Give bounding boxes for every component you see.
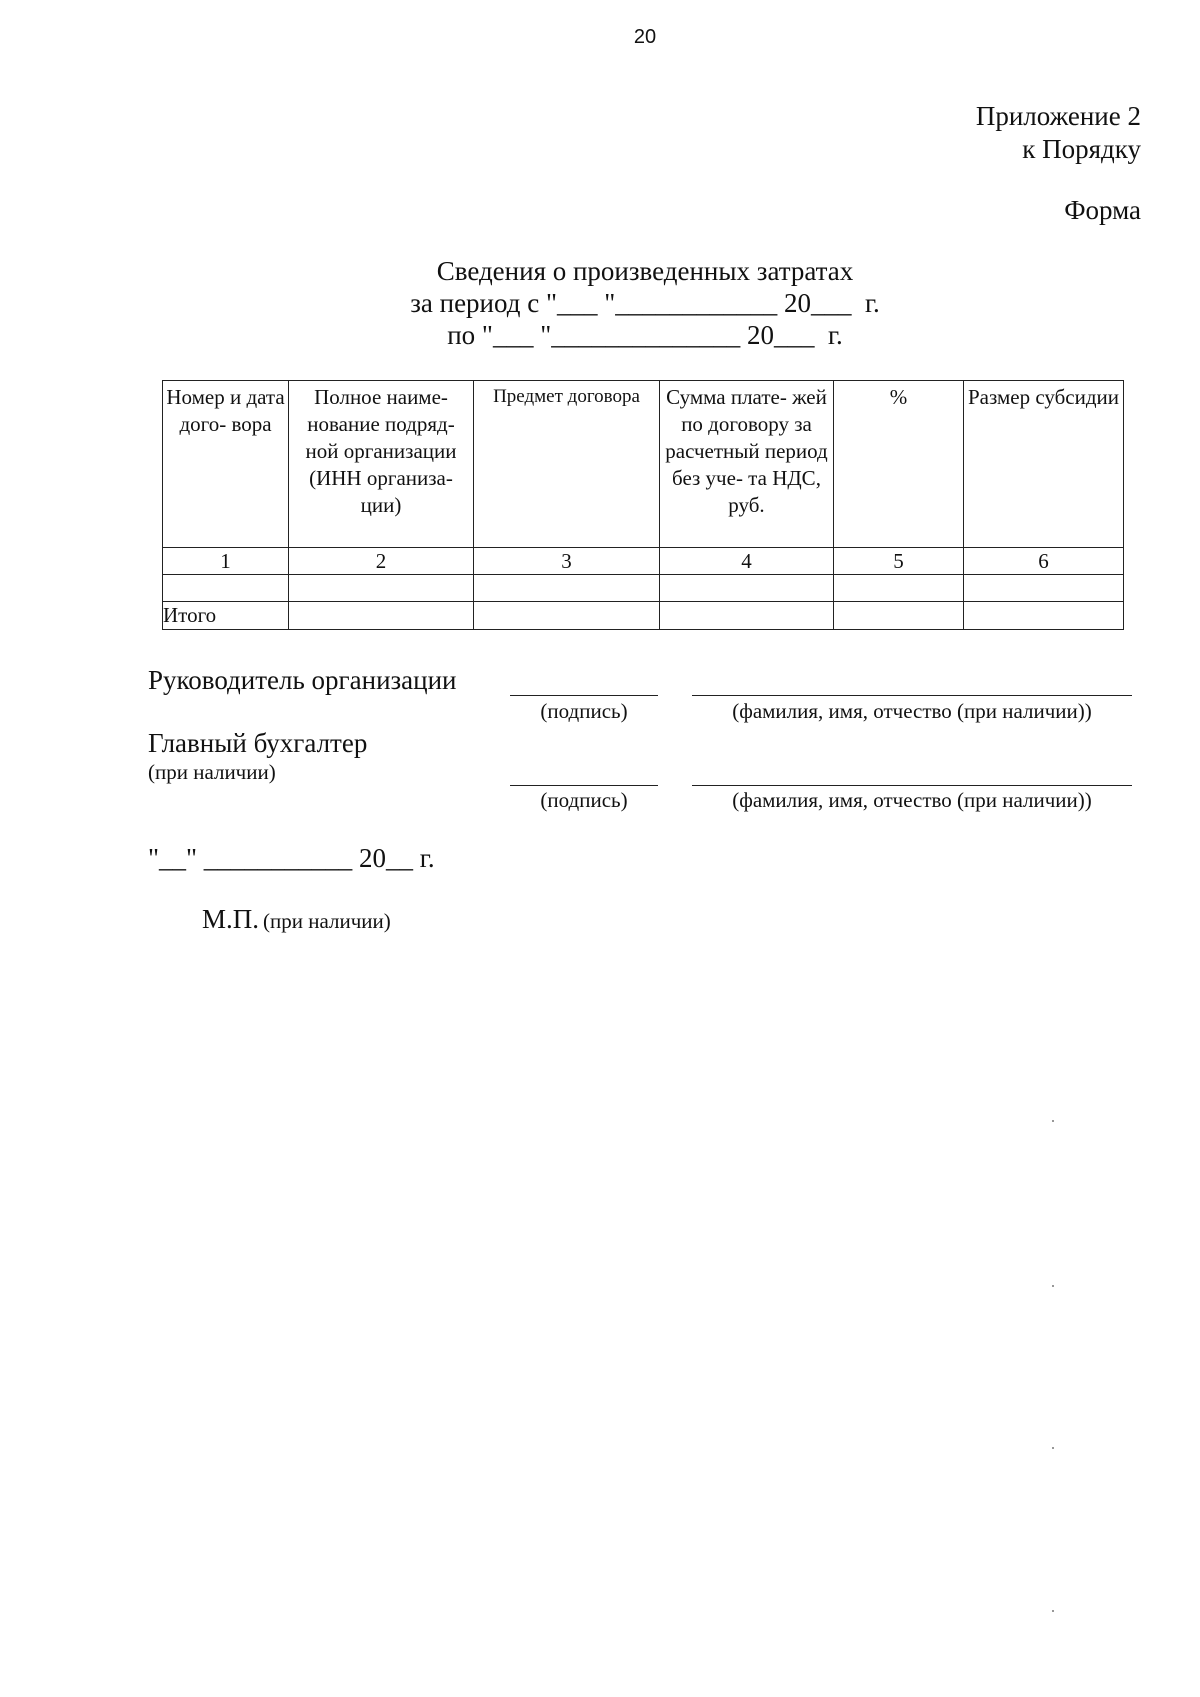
header-percent: % (834, 381, 964, 548)
table-cell (474, 602, 660, 630)
column-number: 5 (834, 548, 964, 575)
header-contract-number: Номер и дата дого- вора (163, 381, 289, 548)
table-cell (289, 602, 474, 630)
header-payment-sum: Сумма плате- жей по договору за расчетный период без уче- та НДС, руб. (660, 381, 834, 548)
table-cell (289, 575, 474, 602)
column-number: 1 (163, 548, 289, 575)
annex-line-2: к Порядку (1022, 134, 1141, 164)
accountant-signature-caption: (подпись) (540, 788, 628, 812)
accountant-signature-line (510, 785, 658, 786)
stamp-place (202, 904, 391, 935)
table-cell (964, 575, 1124, 602)
scan-speck (1052, 1285, 1054, 1287)
table-row (163, 575, 1124, 602)
header-contract-subject: Предмет договора (474, 381, 660, 548)
page-number: 20 (633, 26, 657, 48)
head-role-label: Руководитель организации (148, 665, 457, 695)
annex-line-1: Приложение 2 (975, 101, 1141, 131)
column-number: 3 (474, 548, 660, 575)
date-line: "__" ___________ 20__ г. (148, 843, 435, 873)
table-cell (163, 575, 289, 602)
column-number: 2 (289, 548, 474, 575)
header-contractor-name: Полное наиме- нование подряд- ной организации (ИНН организа- ции) (289, 381, 474, 548)
table-cell (660, 575, 834, 602)
table-header-row (163, 381, 1124, 548)
scan-speck (1052, 1120, 1054, 1122)
title-period-to: по "___ "______________ 20___ г. (447, 320, 843, 350)
total-label: Итого (163, 602, 289, 630)
stamp-label: М.П. (202, 904, 260, 934)
column-number: 4 (660, 548, 834, 575)
annex-reference (976, 100, 1141, 166)
head-name-line (692, 695, 1132, 696)
accountant-name-caption: (фамилия, имя, отчество (при наличии)) (732, 788, 1092, 812)
table-cell (834, 602, 964, 630)
head-signature-line (510, 695, 658, 696)
table-cell (834, 575, 964, 602)
table-number-row (163, 548, 1124, 575)
head-name-caption: (фамилия, имя, отчество (при наличии)) (732, 699, 1092, 723)
table-total-row (163, 602, 1124, 630)
title-line-1: Сведения о произведенных затратах (436, 256, 854, 286)
table-cell (660, 602, 834, 630)
header-subsidy-size: Размер субсидии (964, 381, 1124, 548)
table-cell (964, 602, 1124, 630)
accountant-note: (при наличии) (148, 760, 276, 784)
form-label: Форма (1064, 195, 1141, 225)
accountant-role-label: Главный бухгалтер (148, 728, 368, 758)
stamp-note: (при наличии) (263, 909, 391, 933)
accountant-name-line (692, 785, 1132, 786)
costs-table (162, 380, 1124, 630)
head-signature-caption: (подпись) (540, 699, 628, 723)
scan-speck (1052, 1447, 1054, 1449)
title-period-from: за период с "___ "____________ 20___ г. (410, 288, 880, 318)
column-number: 6 (964, 548, 1124, 575)
table-cell (474, 575, 660, 602)
document-title (0, 255, 1200, 351)
scan-speck (1052, 1610, 1054, 1612)
